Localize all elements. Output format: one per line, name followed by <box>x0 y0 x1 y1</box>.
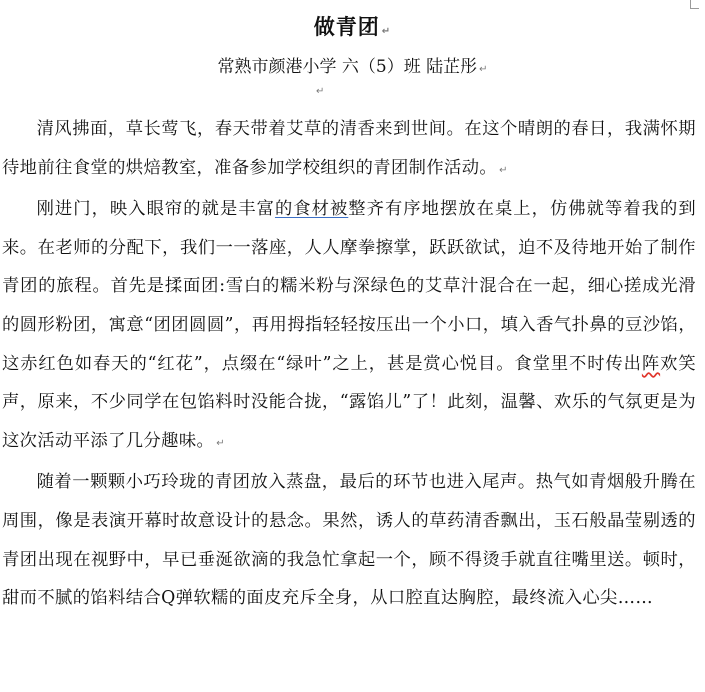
paragraph-3[interactable] <box>2 463 696 617</box>
paragraph-text: 清风拂面，草长莺飞，春天带着艾草的清香来到世间。在这个晴朗的春日，我满怀期待地前往食堂的烘焙教室，准备参加学校组织的青团制作活动。 <box>2 119 696 178</box>
paragraph-text: 整齐有序地摆放在桌上，仿佛就等着我的到来。在老师的分配下，我们一一落座，人人摩拳擦掌，跃跃欲试，迫不及待地开始了制作青团的旅程。首先是揉面团:雪白的糯米粉与深绿色的艾草汁混合在一起，细心搓成光滑的圆形粉团，寓意“团团圆圆”，再用拇指轻轻按压出一个小口，填入香气扑鼻的豆沙馅，这赤红色如春天的“红花”，点缀在“绿叶”之上，甚是赏心悦目。食堂里不时传出 <box>2 199 696 374</box>
spelling-underlined-text[interactable]: 阵 <box>641 353 661 374</box>
empty-paragraph-mark-icon: ↵ <box>316 86 325 97</box>
document-body[interactable] <box>2 110 696 618</box>
paragraph-mark-icon: ↵ <box>479 64 488 75</box>
paragraph-mark-icon: ↵ <box>381 26 392 37</box>
paragraph-mark-icon: ↵ <box>499 164 508 176</box>
paragraph-text: 欢笑声，原来，不少同学在包馅料时没能合拢，“露馅儿”了！此刻，温馨、欢乐的气氛更是为这次活动平添了几分趣味。 <box>2 353 696 451</box>
paragraph-2[interactable] <box>2 190 696 463</box>
page-corner-marker <box>690 0 699 9</box>
title-text: 做青团 <box>313 14 380 39</box>
paragraph-text: 刚进门，映入眼帘的就是丰富 <box>36 199 275 220</box>
grammar-underlined-text[interactable]: 的食材被 <box>274 199 349 220</box>
author-text: 常熟市颜港小学 六（5）班 陆芷彤 <box>217 57 478 77</box>
paragraph-mark-icon: ↵ <box>216 437 225 449</box>
paragraph-1[interactable] <box>2 110 696 190</box>
paragraph-text: 随着一颗颗小巧玲珑的青团放入蒸盘，最后的环节也进入尾声。热气如青烟般升腾在周围，像是表演开幕时故意设计的悬念。果然，诱人的草药清香飘出，玉石般晶莹剔透的青团出现在视野中，早已垂涎欲滴的我急忙拿起一个，顾不得烫手就直往嘴里送。顿时，甜而不腻的馅料结合Q弹软糯的面皮充斥全身，从口腔直达胸腔，最终流入心尖…… <box>2 472 696 609</box>
document-title[interactable] <box>0 12 705 47</box>
author-line[interactable] <box>0 54 705 83</box>
